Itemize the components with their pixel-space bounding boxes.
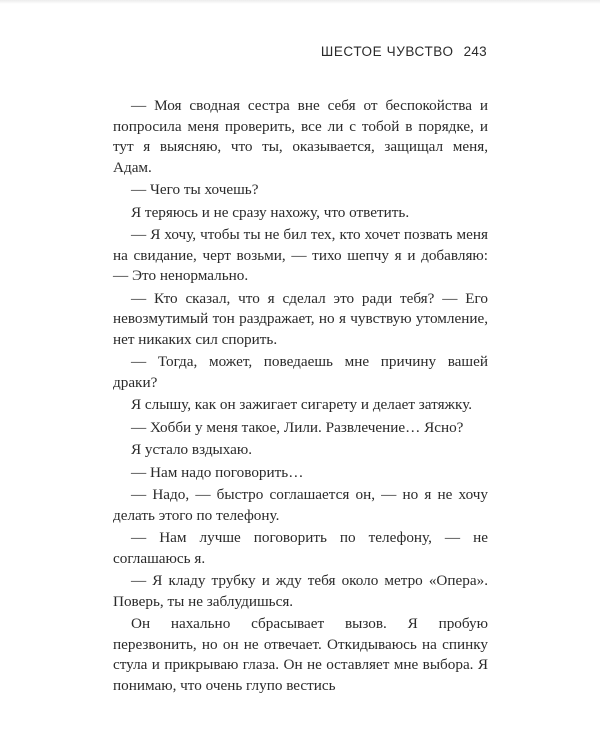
paragraph: — Кто сказал, что я сделал это ради тебя? — Его невозмутимый тон раздражает, но я чувствую утомление, нет никаких сил спорить.: [113, 289, 488, 348]
paragraph: — Я хочу, чтобы ты не бил тех, кто хочет позвать меня на свидание, черт возьми, — тихо шепчу я и добавляю: — Это ненормально.: [113, 226, 488, 284]
paragraph: Он нахально сбрасывает вызов. Я пробую перезвонить, но он не отвечает. Откидываюсь на спинку стула и прикрываю глаза. Он не оставляет мне выбора. Я понимаю, что очень глупо вестись: [113, 615, 488, 694]
paragraph: — Моя сводная сестра вне себя от беспокойства и попросила меня проверить, все ли с тобой в порядке, и тут я выясняю, что ты, оказывается, защищал меня, Адам.: [113, 97, 488, 176]
paragraph: — Надо, — быстро соглашается он, — но я не хочу делать этого по телефону.: [113, 486, 488, 524]
page-number: 243: [463, 44, 487, 59]
paragraph: Я слышу, как он зажигает сигарету и делает затяжку.: [131, 396, 473, 413]
page-top-edge: [0, 0, 600, 4]
paragraph: — Хобби у меня такое, Лили. Развлечение… Ясно?: [131, 418, 464, 436]
paragraph: — Я кладу трубку и жду тебя около метро «Опера». Поверь, ты не заблудишься.: [113, 572, 488, 610]
paragraph: — Тогда, может, поведаешь мне причину вашей драки?: [113, 353, 488, 391]
chapter-title: ШЕСТОЕ ЧУВСТВО: [320, 44, 454, 59]
running-header: [321, 44, 487, 59]
paragraph: Я устало вздыхаю.: [131, 441, 253, 458]
paragraph: Я теряюсь и не сразу нахожу, что ответить.: [131, 203, 410, 221]
paragraph: — Нам лучше поговорить по телефону, — не соглашаюсь я.: [113, 529, 488, 567]
paragraph: — Нам надо поговорить…: [131, 463, 304, 481]
body-text: [113, 96, 488, 698]
paragraph: — Чего ты хочешь?: [131, 181, 259, 198]
